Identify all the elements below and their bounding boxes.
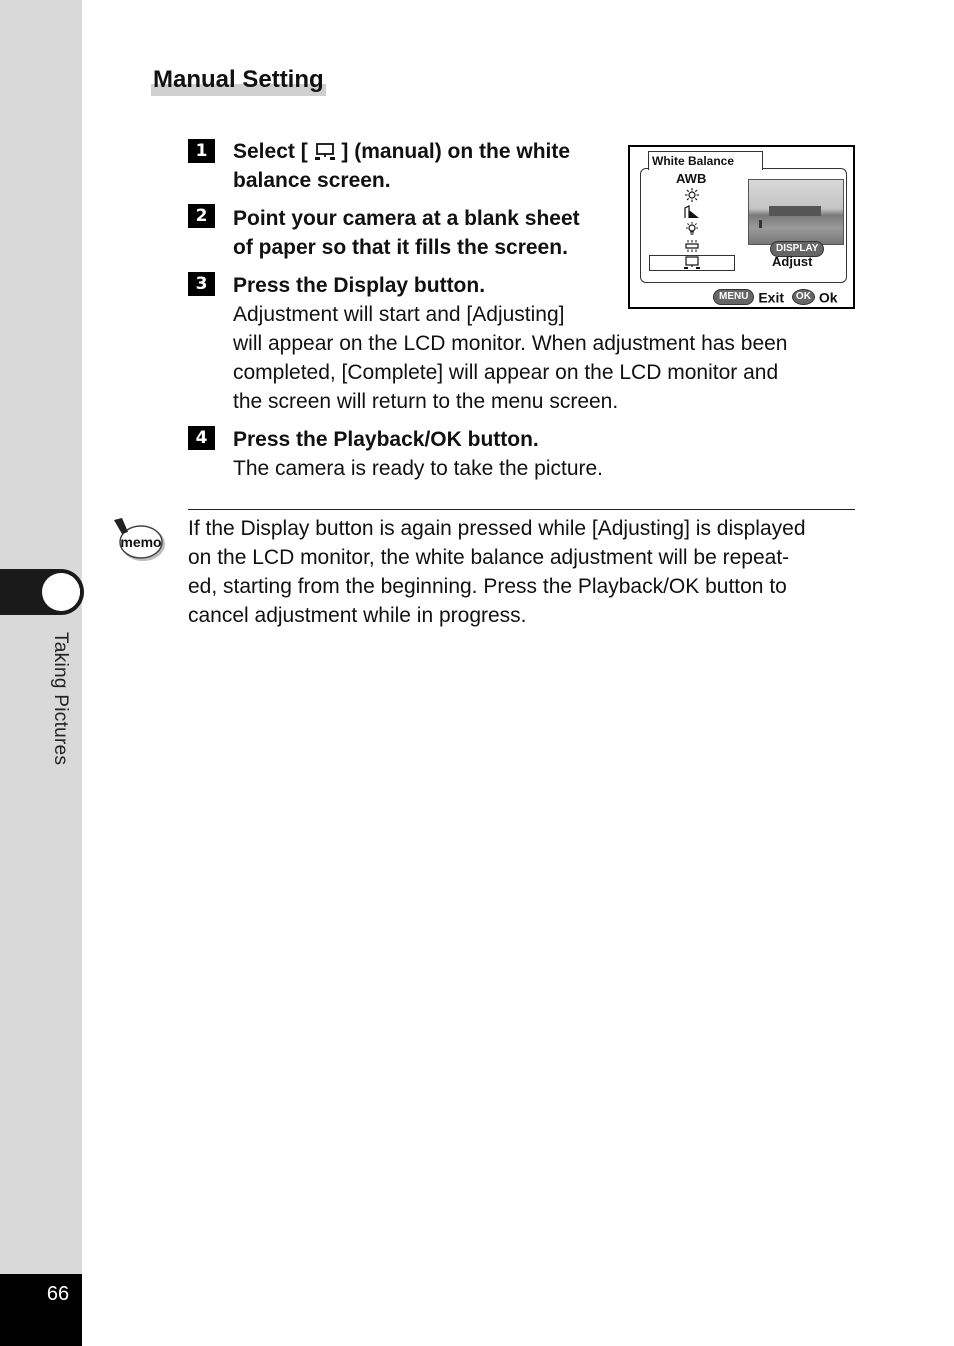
step-4-bold: Press the Playback/OK button. xyxy=(233,428,539,451)
lcd-adjust-label: Adjust xyxy=(772,254,813,269)
ok-label: Ok xyxy=(818,289,838,306)
step-2-text xyxy=(233,204,580,262)
step-3-line-1: Adjustment will start and [Adjusting] xyxy=(233,303,565,326)
step-1-bold-line2: balance screen. xyxy=(233,169,391,192)
fluorescent-icon xyxy=(683,239,701,253)
memo-icon-label: memo xyxy=(120,534,162,550)
step-1-bold-a: Select [ xyxy=(233,140,308,163)
memo-icon xyxy=(110,516,168,566)
step-4-text xyxy=(233,425,603,483)
step-3-line-4: the screen will return to the menu screen. xyxy=(233,390,619,413)
display-pill: DISPLAY xyxy=(770,241,824,257)
step-3-number: 3 xyxy=(188,272,215,296)
exit-label: Exit xyxy=(758,289,785,306)
lcd-footer xyxy=(713,288,838,305)
step-3-bold: Press the Display button. xyxy=(233,274,486,297)
lcd-tab-title: White Balance xyxy=(648,151,763,170)
step-4-number: 4 xyxy=(188,426,215,450)
memo-line-1: If the Display button is again pressed while [Adjusting] is displayed xyxy=(188,517,806,540)
menu-pill: MENU xyxy=(713,289,754,305)
section-label: Taking Pictures xyxy=(50,632,71,766)
tungsten-icon xyxy=(683,222,701,236)
step-2-bold-line2: of paper so that it fills the screen. xyxy=(233,236,568,259)
lcd-awb-option: AWB xyxy=(676,171,707,186)
step-3-line-3: completed, [Complete] will appear on the LCD monitor and xyxy=(233,361,779,384)
lcd-screen-illustration xyxy=(628,145,855,309)
memo-text xyxy=(188,514,858,630)
daylight-icon xyxy=(683,188,701,202)
memo-line-4: cancel adjustment while in progress. xyxy=(188,604,527,627)
step-4-line: The camera is ready to take the picture. xyxy=(233,457,604,480)
lcd-preview-photo xyxy=(748,179,844,245)
person-silhouette xyxy=(759,220,762,228)
step-1-text xyxy=(233,137,570,195)
step-2-bold-line1: Point your camera at a blank sheet xyxy=(233,207,580,230)
memo-line-3: ed, starting from the beginning. Press the Playback/OK button to xyxy=(188,575,787,598)
manual-wb-icon xyxy=(314,143,336,161)
building-silhouette xyxy=(769,206,821,216)
section-heading: Manual Setting xyxy=(151,66,326,96)
manual-wb-icon-small xyxy=(683,256,701,270)
step-3-line-2: will appear on the LCD monitor. When adjustment has been xyxy=(233,332,788,355)
step-2-number: 2 xyxy=(188,204,215,228)
shade-icon xyxy=(683,205,701,219)
section-tab-marker-hole-top xyxy=(42,573,80,611)
page-number: 66 xyxy=(46,1283,70,1305)
step-1-number: 1 xyxy=(188,139,215,163)
step-1-bold-b: ] (manual) on the white xyxy=(341,140,571,163)
ok-pill: OK xyxy=(792,289,815,305)
memo-line-2: on the LCD monitor, the white balance adjustment will be repeat- xyxy=(188,546,790,569)
memo-divider xyxy=(188,509,855,510)
